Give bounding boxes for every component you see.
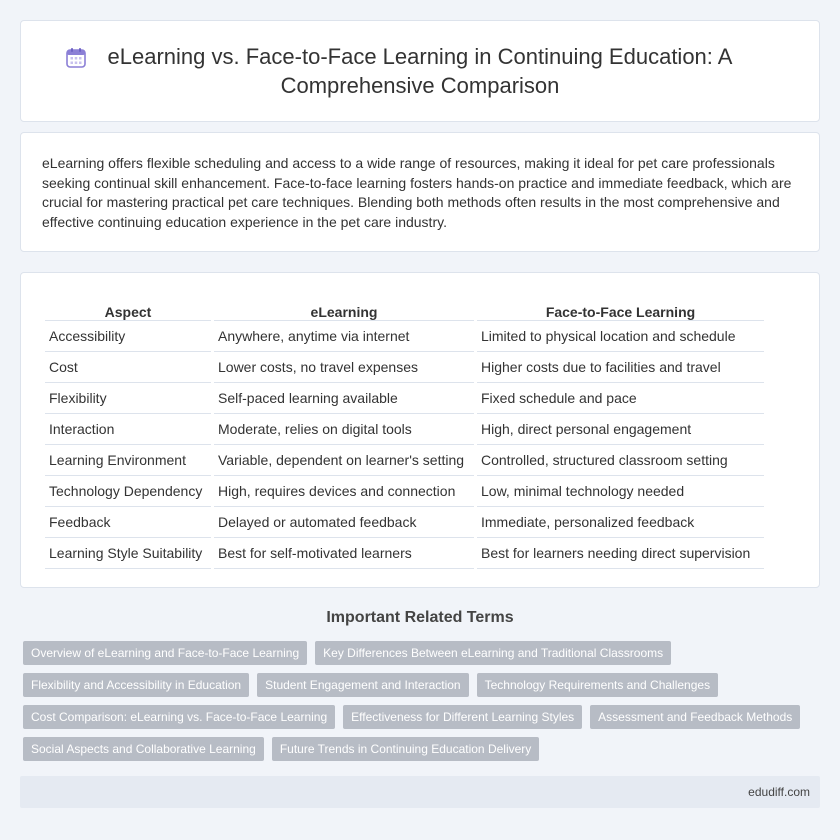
page-title: eLearning vs. Face-to-Face Learning in Continuing Education: A Comprehensive Comparison <box>107 44 733 98</box>
cell-elearning: High, requires devices and connection <box>214 476 474 507</box>
related-term-tag[interactable]: Student Engagement and Interaction <box>257 673 468 697</box>
related-term-tag[interactable]: Cost Comparison: eLearning vs. Face-to-Face Learning <box>23 705 335 729</box>
table-row <box>45 383 764 414</box>
cell-face-to-face: Low, minimal technology needed <box>477 476 764 507</box>
cell-elearning: Anywhere, anytime via internet <box>214 321 474 352</box>
cell-face-to-face: Controlled, structured classroom setting <box>477 445 764 476</box>
cell-elearning: Variable, dependent on learner's setting <box>214 445 474 476</box>
comparison-table <box>42 297 767 569</box>
related-term-tag[interactable]: Key Differences Between eLearning and Traditional Classrooms <box>315 641 671 665</box>
related-term-tag[interactable]: Future Trends in Continuing Education Delivery <box>272 737 539 761</box>
cell-elearning: Delayed or automated feedback <box>214 507 474 538</box>
cell-aspect: Cost <box>45 352 211 383</box>
cell-aspect: Technology Dependency <box>45 476 211 507</box>
related-term-tag[interactable]: Flexibility and Accessibility in Education <box>23 673 249 697</box>
comparison-card <box>20 272 820 588</box>
table-row <box>45 507 764 538</box>
summary-card <box>20 132 820 252</box>
table-row <box>45 476 764 507</box>
cell-aspect: Learning Environment <box>45 445 211 476</box>
footer-bar <box>20 776 820 808</box>
cell-face-to-face: Best for learners needing direct supervision <box>477 538 764 569</box>
cell-aspect: Learning Style Suitability <box>45 538 211 569</box>
summary-text: eLearning offers flexible scheduling and access to a wide range of resources, making it ideal for pet care professionals seeking continual skill enhancement. Face-to-face learning fosters hands-on practice and immediate feedback, which are crucial for mastering practical pet care techniques. Blending both methods often results in the most comprehensive and effective continuing education experience in the pet care industry. <box>42 155 792 230</box>
cell-elearning: Self-paced learning available <box>214 383 474 414</box>
header-elearning: eLearning <box>214 297 474 321</box>
footer-site-link[interactable]: edudiff.com <box>748 785 810 799</box>
related-term-tag[interactable]: Effectiveness for Different Learning Styles <box>343 705 582 729</box>
related-term-tag[interactable]: Assessment and Feedback Methods <box>590 705 800 729</box>
cell-face-to-face: Immediate, personalized feedback <box>477 507 764 538</box>
table-row <box>45 352 764 383</box>
cell-aspect: Flexibility <box>45 383 211 414</box>
related-term-tag[interactable]: Technology Requirements and Challenges <box>477 673 718 697</box>
cell-face-to-face: Limited to physical location and schedule <box>477 321 764 352</box>
related-terms-list <box>23 641 823 761</box>
cell-elearning: Lower costs, no travel expenses <box>214 352 474 383</box>
table-row <box>45 538 764 569</box>
header-aspect: Aspect <box>45 297 211 321</box>
related-terms-heading: Important Related Terms <box>326 609 514 626</box>
cell-aspect: Feedback <box>45 507 211 538</box>
related-term-tag[interactable]: Overview of eLearning and Face-to-Face Learning <box>23 641 307 665</box>
cell-face-to-face: Fixed schedule and pace <box>477 383 764 414</box>
table-row <box>45 321 764 352</box>
cell-aspect: Accessibility <box>45 321 211 352</box>
header-card <box>20 20 820 122</box>
table-row <box>45 445 764 476</box>
header-face-to-face: Face-to-Face Learning <box>477 297 764 321</box>
cell-elearning: Best for self-motivated learners <box>214 538 474 569</box>
cell-aspect: Interaction <box>45 414 211 445</box>
cell-face-to-face: High, direct personal engagement <box>477 414 764 445</box>
cell-face-to-face: Higher costs due to facilities and travel <box>477 352 764 383</box>
cell-elearning: Moderate, relies on digital tools <box>214 414 474 445</box>
related-term-tag[interactable]: Social Aspects and Collaborative Learning <box>23 737 264 761</box>
table-header-row <box>45 297 764 321</box>
table-row <box>45 414 764 445</box>
